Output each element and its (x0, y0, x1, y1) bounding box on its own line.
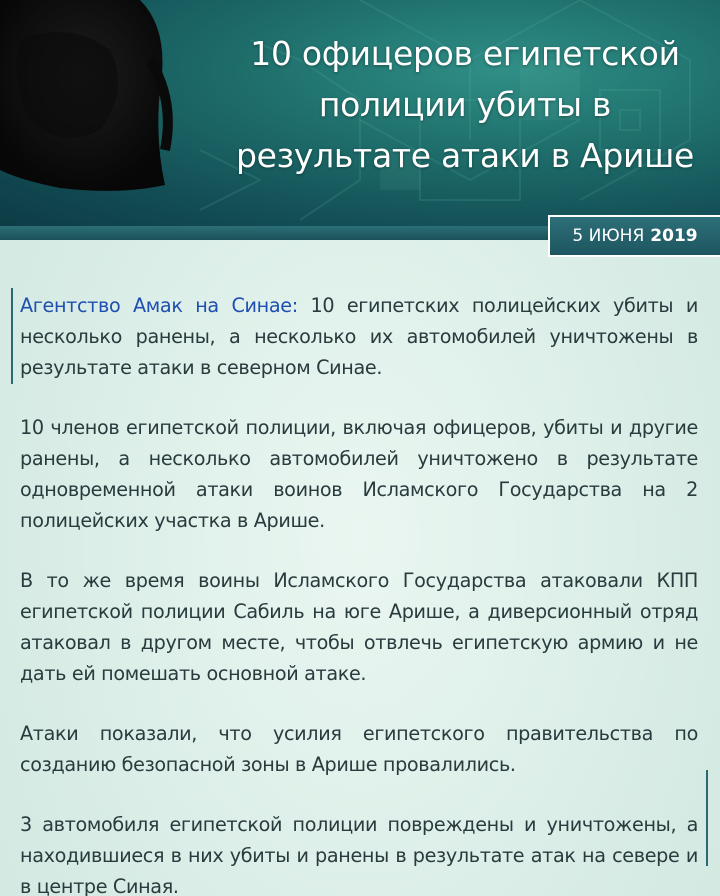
page-title: 10 офицеров египетской полиции убиты в результате атаки в Арише (235, 34, 695, 175)
article-paragraph: В то же время воины Исламского Государства атаковали КПП египетской полиции Сабиль на юге Арише, а диверсионный отряд атаковал в другом месте, чтобы отвлечь египетскую армию и не дать ей помешать основной атаке. (20, 569, 698, 685)
article-paragraph: 3 автомобиля египетской полиции повреждены и уничтожены, а находившиеся в них убиты и ранены в результате атак на севере и в центре Синая. (20, 813, 698, 896)
article-source: Агентство Амак на Синае: (20, 294, 298, 317)
date-year: 2019 (650, 226, 698, 246)
date-day-month: 5 ИЮНЯ (572, 226, 645, 246)
accent-line-left (11, 288, 13, 384)
article-body (20, 290, 698, 896)
accent-line-right (706, 770, 708, 866)
article-paragraph: 10 членов египетской полиции, включая офицеров, убиты и другие ранены, а несколько автомобилей уничтожено в результате одновременной атаки воинов Исламского Государства на 2 полицейских участка в Арише. (20, 416, 698, 532)
article-paragraph-text: 10 египетских полицейских убиты и несколько ранены, а несколько их автомобилей уничтожены в результате атаки в северном Синае. (20, 294, 698, 379)
header-photo-silhouette (0, 0, 190, 200)
article-paragraph (20, 290, 698, 383)
date-badge (548, 215, 720, 257)
article-paragraph: Атаки показали, что усилия египетского правительства по созданию безопасной зоны в Арише провалились. (20, 722, 698, 776)
header-banner (0, 0, 720, 232)
